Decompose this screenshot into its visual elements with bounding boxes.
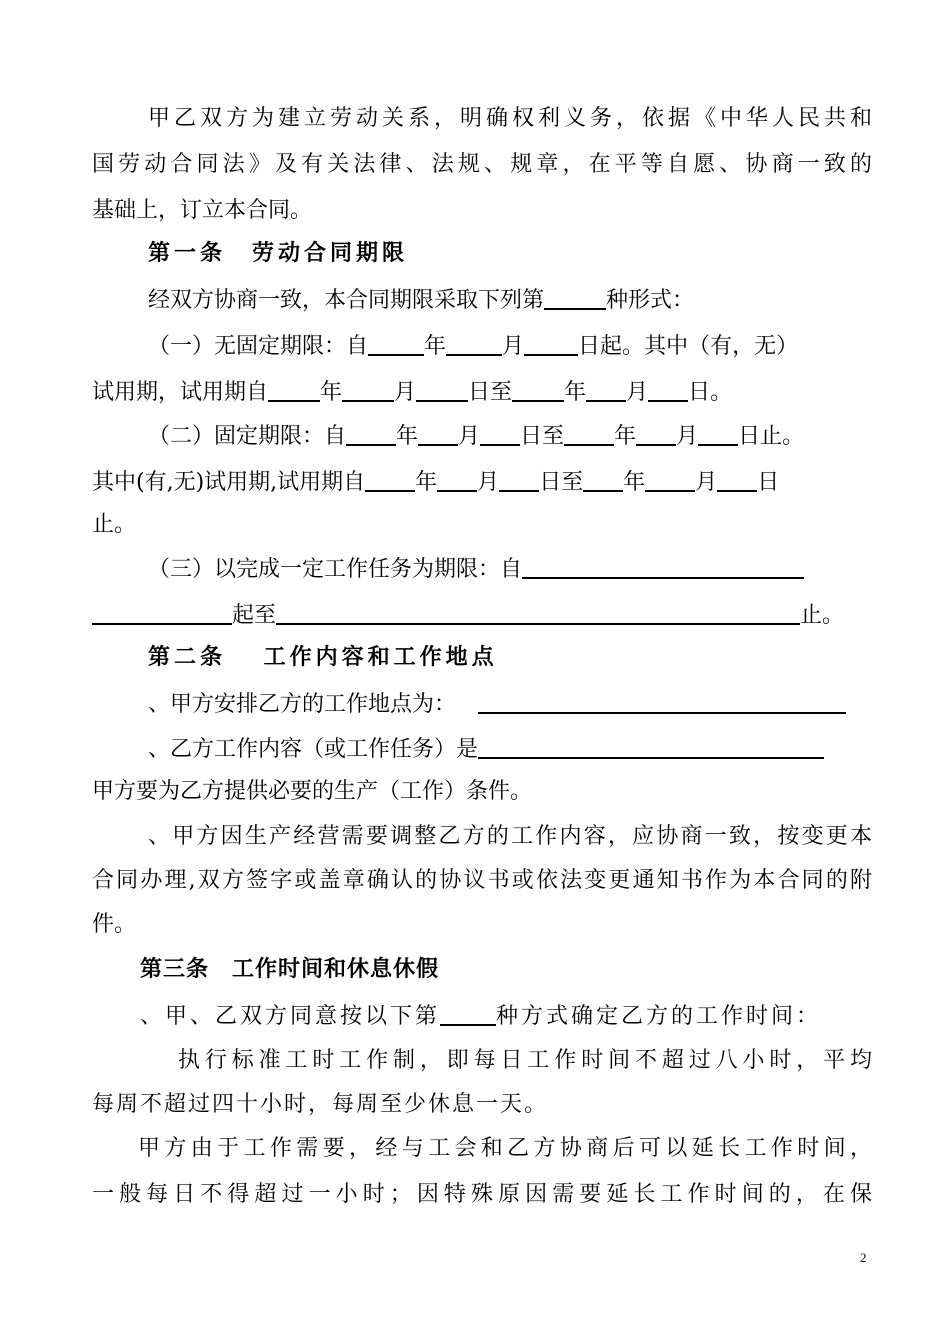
blank [480,420,520,446]
article-3-item-1 [140,1000,872,1030]
text: 种形式： [606,288,695,313]
text: 其中(有,无)试用期,试用期自 [92,470,366,495]
blank [368,330,424,356]
text: 日至 [539,470,584,495]
text: 月 [676,424,699,449]
text: 月 [458,424,481,449]
option-2-line-3: 止。 [92,512,137,537]
article-2-item-1 [148,688,872,718]
option-2-line-2 [92,466,872,496]
intro-line-1: 甲乙双方为建立劳动关系，明确权利义务，依据《中华人民共和 [148,106,872,131]
text: 年 [396,424,419,449]
text: 月 [477,470,500,495]
option-1-line-1 [148,330,872,360]
article-3-para-1-line-1: 执行标准工时工作制，即每日工作时间不超过八小时，平均 [178,1048,872,1073]
article-2-item-3-line-3: 件。 [92,912,137,937]
blank [648,376,688,402]
blank [437,466,477,492]
blank [416,376,468,402]
blank [446,330,502,356]
intro-line-3: 基础上，订立本合同。 [92,198,313,223]
option-3-line-2 [92,599,872,629]
text: 年 [614,424,637,449]
text: 经双方协商一致，本合同期限采取下列第 [148,288,545,313]
article-2-heading: 第二条 工作内容和工作地点 [148,645,498,670]
blank [92,599,232,625]
article-3-para-1-line-2: 每周不超过四十小时，每周至少休息一天。 [92,1092,549,1117]
text: 日 [757,470,780,495]
option-3-line-1 [148,553,872,583]
blank [524,330,578,356]
blank [478,688,846,714]
text: 日止。 [738,424,805,449]
blank [522,553,804,579]
text: 日至 [520,424,565,449]
text: 月 [695,470,718,495]
article-3-heading: 第三条 工作时间和休息休假 [140,957,440,982]
text: 日至 [468,380,513,405]
article-1-heading: 第一条 劳动合同期限 [148,241,409,266]
text: 月 [394,380,417,405]
blank [645,466,695,492]
text: 日。 [688,380,733,405]
blank [499,466,539,492]
text: （一）无固定期限：自 [148,334,369,359]
text: 其中（有，无） [644,334,799,359]
article-2-item-2-cont: 甲方要为乙方提供必要的生产（工作）条件。 [92,779,533,804]
blank [365,466,415,492]
blank [342,376,394,402]
option-1-line-2 [92,376,872,406]
blank [512,376,564,402]
text: 年 [415,470,438,495]
article-3-para-2-line-2: 一般每日不得超过一小时；因特殊原因需要延长工作时间的，在保 [92,1182,872,1207]
article-1-intro [148,284,872,314]
text: （三）以完成一定工作任务为期限：自 [148,557,523,582]
blank [268,376,320,402]
article-2-item-2 [148,733,872,763]
text: 年 [564,380,587,405]
option-2-line-1 [148,420,872,450]
blank [478,733,824,759]
text: 、甲、乙双方同意按以下第 [140,1004,441,1029]
blank [636,420,676,446]
text: 、甲方安排乙方的工作地点为： [148,692,457,717]
article-2-item-3-line-2: 合同办理,双方签字或盖章确认的协议书或依法变更通知书作为本合同的附 [92,868,872,893]
blank [586,376,626,402]
article-2-item-3-line-1: 、甲方因生产经营需要调整乙方的工作内容，应协商一致，按变更本 [148,824,872,849]
text: 年 [320,380,343,405]
text: 年 [623,470,646,495]
blank [276,599,800,625]
blank [418,420,458,446]
page-number: 2 [860,1250,867,1265]
text: 月 [502,334,525,359]
text: 、乙方工作内容（或工作任务）是 [148,737,479,762]
blank [346,420,396,446]
blank [564,420,614,446]
blank [583,466,623,492]
text: 日起。 [578,334,645,359]
text: 种方式确定乙方的工作时间： [496,1004,822,1029]
blank [698,420,738,446]
text: （二）固定期限：自 [148,424,347,449]
blank [717,466,757,492]
text: 止。 [800,603,845,628]
text: 试用期，试用期自 [92,380,269,405]
text: 月 [626,380,649,405]
blank [544,284,606,310]
text: 年 [424,334,447,359]
blank [440,1000,496,1026]
text: 起至 [232,603,277,628]
intro-line-2: 国劳动合同法》及有关法律、法规、规章，在平等自愿、协商一致的 [92,152,872,177]
article-3-para-2-line-1: 甲方由于工作需要，经与工会和乙方协商后可以延长工作时间， [138,1136,872,1161]
